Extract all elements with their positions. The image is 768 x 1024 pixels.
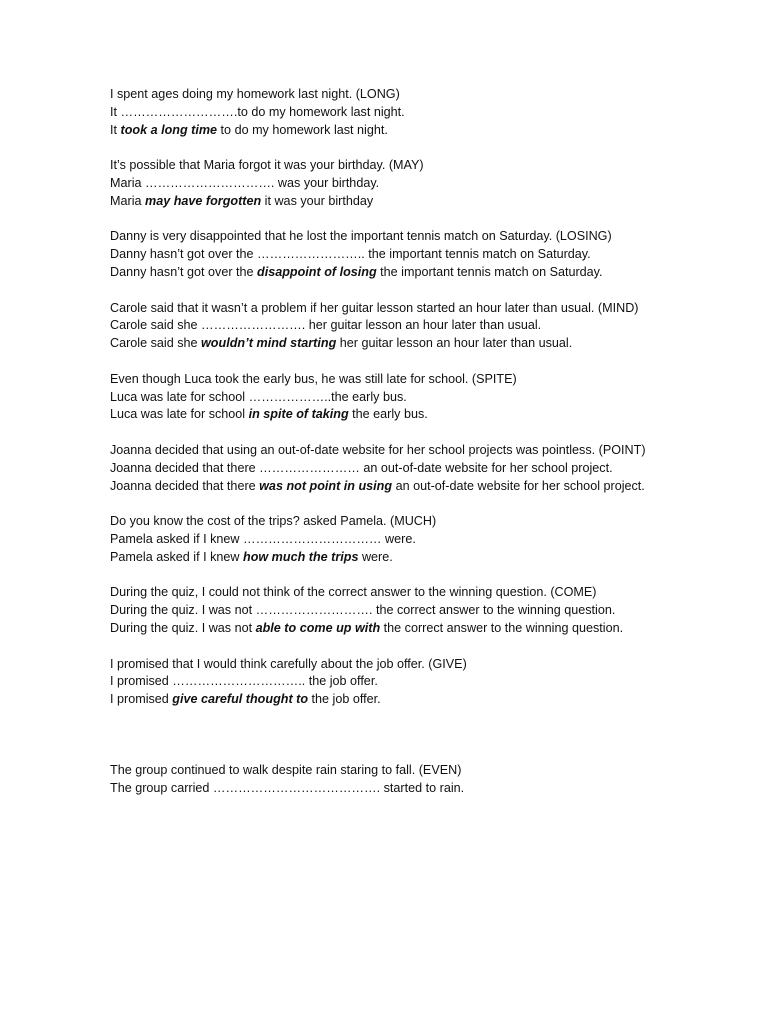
exercise-prompt: Carole said that it wasn’t a problem if her guitar lesson started an hour later than usual. (MIND) bbox=[110, 300, 639, 315]
answer-phrase: in spite of taking bbox=[248, 407, 349, 422]
answer-before: Joanna decided that there bbox=[110, 478, 260, 493]
exercise-gap-sentence: It ……………………….to do my homework last night. bbox=[110, 104, 405, 119]
exercise-prompt: It’s possible that Maria forgot it was your birthday. (MAY) bbox=[110, 158, 424, 173]
exercise-9 bbox=[110, 656, 670, 709]
answer-phrase: give careful thought to bbox=[172, 692, 309, 707]
exercise-1 bbox=[110, 86, 670, 139]
exercise-gap-sentence: The group carried …………………………………. started to rain. bbox=[110, 780, 465, 795]
answer-after: her guitar lesson an hour later than usual. bbox=[336, 336, 573, 351]
answer-phrase: was not point in using bbox=[259, 478, 393, 493]
answer-phrase: may have forgotten bbox=[145, 193, 262, 208]
answer-phrase: disappoint of losing bbox=[257, 264, 377, 279]
exercise-answer-sentence bbox=[110, 691, 670, 709]
answer-phrase: how much the trips bbox=[243, 549, 359, 564]
answer-before: During the quiz. I was not bbox=[110, 620, 256, 635]
exercise-prompt: Even though Luca took the early bus, he was still late for school. (SPITE) bbox=[110, 371, 517, 386]
exercise-gap-sentence: Danny hasn’t got over the …………………….. the important tennis match on Saturday. bbox=[110, 247, 591, 262]
answer-after: the important tennis match on Saturday. bbox=[376, 264, 603, 279]
exercise-5 bbox=[110, 371, 670, 424]
answer-phrase: wouldn’t mind starting bbox=[201, 336, 337, 351]
answer-after: the job offer. bbox=[308, 692, 381, 707]
exercise-7 bbox=[110, 513, 670, 566]
answer-before: Luca was late for school bbox=[110, 407, 249, 422]
answer-before: Pamela asked if I knew bbox=[110, 549, 243, 564]
answer-before: I promised bbox=[110, 692, 173, 707]
exercise-gap-sentence: Carole said she ……………………. her guitar lesson an hour later than usual. bbox=[110, 318, 542, 333]
exercise-6 bbox=[110, 442, 670, 495]
exercise-gap-sentence: Pamela asked if I knew …………………………… were. bbox=[110, 531, 416, 546]
exercise-gap-sentence: I promised ………………………….. the job offer. bbox=[110, 674, 378, 689]
exercise-prompt: During the quiz, I could not think of the correct answer to the winning question. (COME) bbox=[110, 585, 597, 600]
answer-before: Maria bbox=[110, 193, 145, 208]
exercise-10 bbox=[110, 762, 670, 798]
exercise-gap-sentence: Luca was late for school ………………..the early bus. bbox=[110, 389, 407, 404]
exercise-prompt: Danny is very disappointed that he lost the important tennis match on Saturday. (LOSING) bbox=[110, 229, 612, 244]
exercise-answer-sentence bbox=[110, 406, 670, 424]
answer-after: the correct answer to the winning question. bbox=[380, 620, 624, 635]
worksheet bbox=[110, 86, 670, 815]
exercise-answer-sentence bbox=[110, 193, 670, 211]
answer-before: Danny hasn’t got over the bbox=[110, 264, 258, 279]
answer-phrase: took a long time bbox=[120, 122, 218, 137]
exercise-3 bbox=[110, 228, 670, 281]
exercise-prompt: I spent ages doing my homework last night. (LONG) bbox=[110, 87, 400, 101]
answer-after: an out-of-date website for her school project. bbox=[392, 478, 645, 493]
exercise-prompt: Do you know the cost of the trips? asked Pamela. (MUCH) bbox=[110, 514, 437, 529]
answer-after: were. bbox=[358, 549, 393, 564]
answer-after: to do my homework last night. bbox=[217, 122, 388, 137]
exercise-2 bbox=[110, 157, 670, 210]
exercise-gap-sentence: Joanna decided that there …………………… an out-of-date website for her school project. bbox=[110, 460, 613, 475]
answer-before: Carole said she bbox=[110, 336, 202, 351]
answer-after: it was your birthday bbox=[261, 193, 374, 208]
exercise-answer-sentence bbox=[110, 478, 670, 496]
exercise-answer-sentence bbox=[110, 122, 670, 140]
answer-after: the early bus. bbox=[348, 407, 428, 422]
answer-before: It bbox=[110, 122, 121, 137]
exercise-prompt: I promised that I would think carefully about the job offer. (GIVE) bbox=[110, 656, 467, 671]
exercise-gap-sentence: Maria …………………………. was your birthday. bbox=[110, 175, 380, 190]
exercise-answer-sentence bbox=[110, 620, 670, 638]
exercise-4 bbox=[110, 300, 670, 353]
answer-phrase: able to come up with bbox=[255, 620, 381, 635]
exercise-answer-sentence bbox=[110, 335, 670, 353]
exercise-8 bbox=[110, 584, 670, 637]
exercise-prompt: The group continued to walk despite rain staring to fall. (EVEN) bbox=[110, 762, 462, 777]
exercise-answer-sentence bbox=[110, 549, 670, 567]
exercise-answer-sentence bbox=[110, 264, 670, 282]
exercise-gap-sentence: During the quiz. I was not ………………………. the correct answer to the winning question. bbox=[110, 603, 616, 618]
exercise-prompt: Joanna decided that using an out-of-date website for her school projects was pointless. (POINT) bbox=[110, 442, 646, 457]
